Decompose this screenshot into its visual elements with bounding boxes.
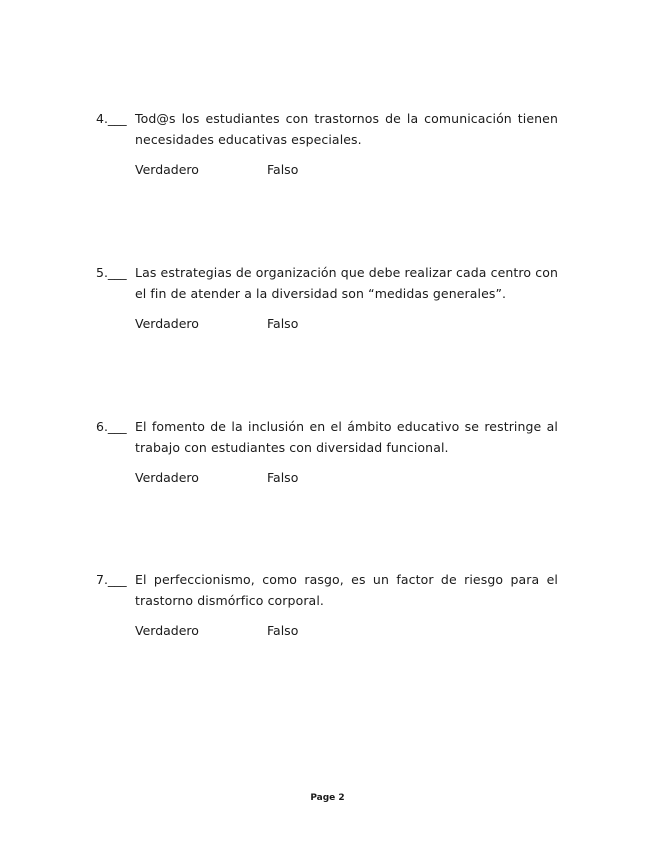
- question-6: [96, 416, 558, 486]
- page-footer: [0, 793, 655, 803]
- answer-options: [135, 162, 558, 178]
- question-row: [96, 262, 558, 304]
- question-number: 7.___: [96, 572, 127, 587]
- answer-options: [135, 623, 558, 639]
- question-text: El perfeccionismo, como rasgo, es un factor de riesgo para el trastorno dismórfico corporal.: [135, 572, 558, 608]
- option-falso[interactable]: Falso: [267, 162, 299, 177]
- option-verdadero[interactable]: Verdadero: [135, 316, 199, 331]
- question-4: [96, 108, 558, 178]
- question-text: El fomento de la inclusión en el ámbito educativo se restringe al trabajo con estudiantes con diversidad funcional.: [135, 419, 558, 455]
- question-number: 5.___: [96, 265, 127, 280]
- answer-options: [135, 470, 558, 486]
- option-verdadero[interactable]: Verdadero: [135, 623, 199, 638]
- option-verdadero[interactable]: Verdadero: [135, 162, 199, 177]
- question-row: [96, 416, 558, 458]
- page-number-label: Page 2: [310, 793, 345, 803]
- option-falso[interactable]: Falso: [267, 470, 299, 485]
- option-verdadero[interactable]: Verdadero: [135, 470, 199, 485]
- question-number: 4.___: [96, 111, 127, 126]
- option-falso[interactable]: Falso: [267, 316, 299, 331]
- question-row: [96, 569, 558, 611]
- question-7: [96, 569, 558, 639]
- option-falso[interactable]: Falso: [267, 623, 299, 638]
- question-text: Tod@s los estudiantes con trastornos de la comunicación tienen necesidades educativas especiales.: [135, 111, 558, 147]
- question-row: [96, 108, 558, 150]
- question-5: [96, 262, 558, 332]
- answer-options: [135, 316, 558, 332]
- question-text: Las estrategias de organización que debe realizar cada centro con el fin de atender a la diversidad son “medidas generales”.: [135, 265, 558, 301]
- question-number: 6.___: [96, 419, 127, 434]
